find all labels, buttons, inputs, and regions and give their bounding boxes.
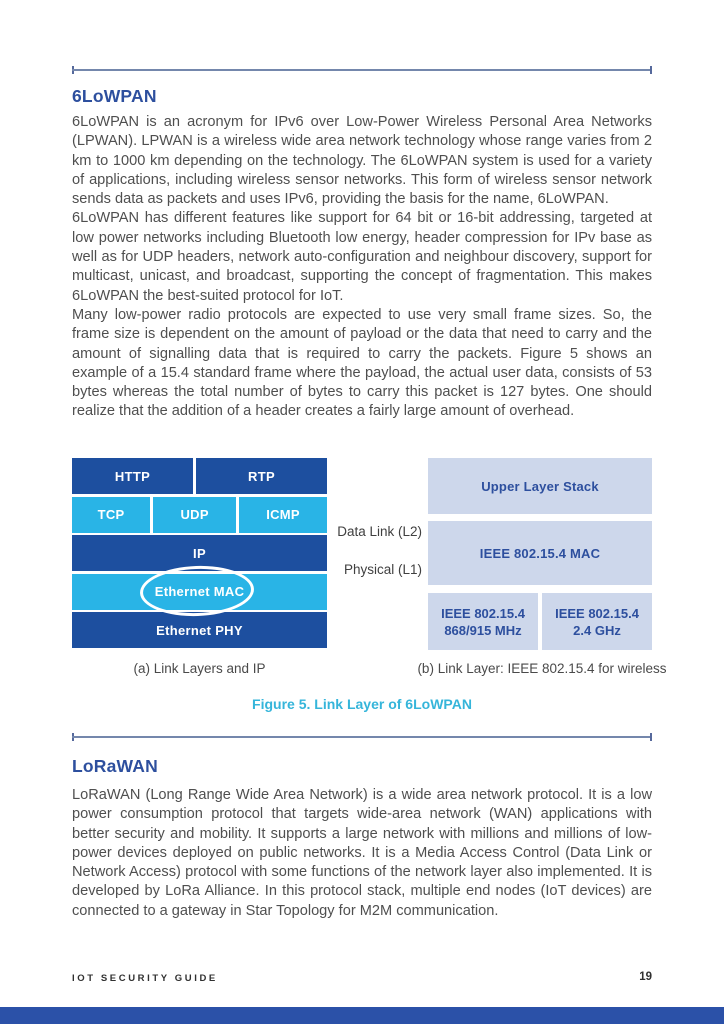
label-data-link-l2: Data Link (L2) <box>337 524 422 539</box>
protocol-box-rtp: RTP <box>196 458 327 494</box>
stack-row <box>72 612 327 648</box>
protocol-box-udp: UDP <box>153 497 236 533</box>
stack-row <box>428 593 652 650</box>
protocol-box-ip: IP <box>72 535 327 571</box>
footer-page-number: 19 <box>639 971 652 983</box>
box-ieee-802154-868-915 <box>428 593 538 650</box>
section-lorawan-body <box>72 786 652 921</box>
divider-end-tick <box>650 733 652 741</box>
heading-6lowpan: 6LoWPAN <box>72 86 157 106</box>
box-upper-layer-stack: Upper Layer Stack <box>428 458 652 514</box>
protocol-box-ethernet-mac: Ethernet MAC <box>72 574 327 610</box>
heading-lorawan: LoRaWAN <box>72 756 158 776</box>
protocol-stack-diagram-a <box>72 458 327 648</box>
paragraph: 6LoWPAN has different features like support for 64 bit or 16-bit addressing, targeted at low power networks including Bluetooth low energy, header compression for IPv base as well as for UDP headers, network auto-configuration and neighbour discovery, support for multicast, unicast, and broadcast, supporting the concept of fragmentation. This makes 6LoWPAN the best-suited protocol for IoT. <box>72 210 652 304</box>
subcaption-a: (a) Link Layers and IP <box>133 661 266 676</box>
section-divider-top <box>72 66 652 74</box>
divider-end-tick <box>650 66 652 74</box>
stack-row <box>72 535 327 571</box>
protocol-box-icmp: ICMP <box>239 497 327 533</box>
box-ieee-802154-24ghz <box>542 593 652 650</box>
subcaption-b: (b) Link Layer: IEEE 802.15.4 for wireless <box>417 661 667 676</box>
label-physical-l1: Physical (L1) <box>343 562 422 577</box>
section-divider-mid <box>72 733 652 741</box>
footer-document-title: IOT SECURITY GUIDE <box>72 973 218 984</box>
box-label-line: 2.4 GHz <box>573 622 621 638</box>
box-label-line: IEEE 802.15.4 <box>441 605 525 621</box>
protocol-box-tcp: TCP <box>72 497 150 533</box>
divider-line <box>72 69 652 71</box>
stack-row <box>72 497 327 533</box>
footer-accent-bar <box>0 1007 724 1024</box>
paragraph: Many low-power radio protocols are expected to use very small frame sizes. So, the frame size is dependent on the amount of payload or the data that need to carry and the amount of signalling data that is required to carry the packets. Figure 5 shows an example of a 15.4 standard frame where the payload, the actual user data, consists of 53 bytes whereas the total number of bytes to carry this packet is 127 bytes. One should realize that the addition of a header creates a fairly large amount of overhead. <box>72 306 652 420</box>
protocol-stack-diagram-b <box>428 458 652 650</box>
figure-caption: Figure 5. Link Layer of 6LoWPAN <box>252 696 472 712</box>
box-label-line: IEEE 802.15.4 <box>555 605 639 621</box>
box-ieee-802154-mac: IEEE 802.15.4 MAC <box>428 521 652 585</box>
stack-row <box>72 574 327 610</box>
protocol-box-ethernet-phy: Ethernet PHY <box>72 612 327 648</box>
section-6lowpan-body <box>72 113 652 422</box>
box-label-line: 868/915 MHz <box>444 622 522 638</box>
stack-row <box>72 458 327 494</box>
protocol-box-http: HTTP <box>72 458 193 494</box>
paragraph: LoRaWAN (Long Range Wide Area Network) is a wide area network protocol. It is a low power consumption protocol that targets wide-area network (WAN) applications with better security and mobility. It supports a large network with millions and millions of low-power devices deployed on public networks. It is a Media Access Control (Data Link or Network Access) protocol with some functions of the network layer also implemented. It is developed by LoRa Alliance. In this protocol stack, multiple end nodes (IoT devices) are connected to a gateway in Star Topology for M2M communication. <box>72 787 652 919</box>
paragraph: 6LoWPAN is an acronym for IPv6 over Low-Power Wireless Personal Area Networks (LPWAN). LPWAN is a wireless wide area network technology whose range varies from 2 km to 1000 km depending on the technology. The 6LoWPAN system is used for a variety of applications, including wireless sensor networks. This form of wireless sensor network sends data as packets and uses IPv6, providing the basis for the name, 6LoWPAN. <box>72 114 652 208</box>
divider-line <box>72 736 652 738</box>
figure-5-link-layer <box>72 458 652 650</box>
